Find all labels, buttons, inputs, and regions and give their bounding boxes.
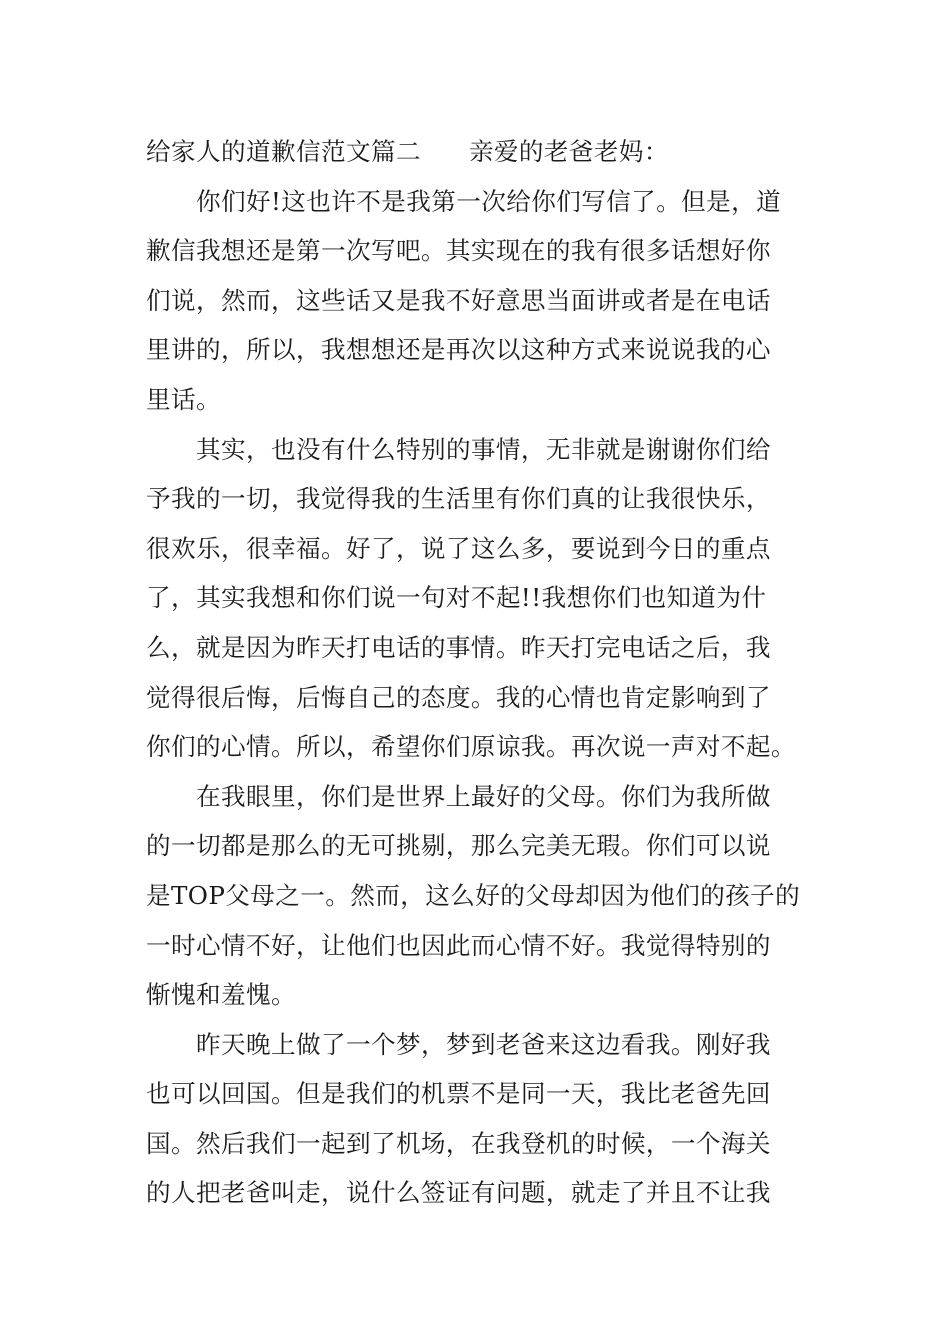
text-line: 很欢乐，很幸福。好了，说了这么多，要说到今日的重点: [146, 533, 771, 563]
text-line: 惭愧和羞愧。: [146, 980, 296, 1010]
paragraph-1: [146, 177, 810, 425]
heading-line: [146, 127, 810, 177]
text-line: 歉信我想还是第一次写吧。其实现在的我有很多话想好你: [146, 236, 771, 266]
text-line: 予我的一切，我觉得我的生活里有你们真的让我很快乐，: [146, 484, 771, 514]
text-line: 么，就是因为昨天打电话的事情。昨天打完电话之后，我: [146, 632, 771, 662]
text-line: 是TOP父母之一。然而，这么好的父母却因为他们的孩子的: [146, 880, 801, 910]
text-line: 你们的心情。所以，希望你们原谅我。再次说一声对不起。: [146, 732, 796, 762]
letter-title: 给家人的道歉信范文篇二: [146, 137, 421, 166]
letter-body: [146, 127, 810, 1218]
text-line: 昨天晚上做了一个梦，梦到老爸来这边看我。刚好我: [196, 1029, 771, 1059]
text-line: 里讲的，所以，我想想还是再次以这种方式来说说我的心: [146, 335, 771, 365]
text-line: 了，其实我想和你们说一句对不起!!我想你们也知道为什: [146, 583, 767, 613]
paragraph-2: [146, 425, 810, 772]
salutation: 亲爱的老爸老妈：: [468, 137, 669, 166]
text-line: 一时心情不好，让他们也因此而心情不好。我觉得特别的: [146, 930, 771, 960]
paragraph-3: [146, 772, 810, 1020]
text-line: 的人把老爸叫走，说什么签证有问题，就走了并且不让我: [146, 1178, 771, 1208]
text-line: 也可以回国。但是我们的机票不是同一天，我比老爸先回: [146, 1079, 771, 1109]
text-line: 们说，然而，这些话又是我不好意思当面讲或者是在电话: [146, 285, 771, 315]
text-line: 的一切都是那么的无可挑剔，那么完美无瑕。你们可以说: [146, 831, 771, 861]
text-line: 你们好!这也许不是我第一次给你们写信了。但是，道: [196, 186, 782, 216]
text-line: 觉得很后悔，后悔自己的态度。我的心情也肯定影响到了: [146, 682, 771, 712]
paragraph-4: [146, 1020, 810, 1218]
text-line: 里话。: [146, 384, 221, 414]
text-line: 国。然后我们一起到了机场，在我登机的时候，一个海关: [146, 1128, 771, 1158]
text-line: 在我眼里，你们是世界上最好的父母。你们为我所做: [196, 781, 771, 811]
text-line: 其实，也没有什么特别的事情，无非就是谢谢你们给: [196, 434, 771, 464]
